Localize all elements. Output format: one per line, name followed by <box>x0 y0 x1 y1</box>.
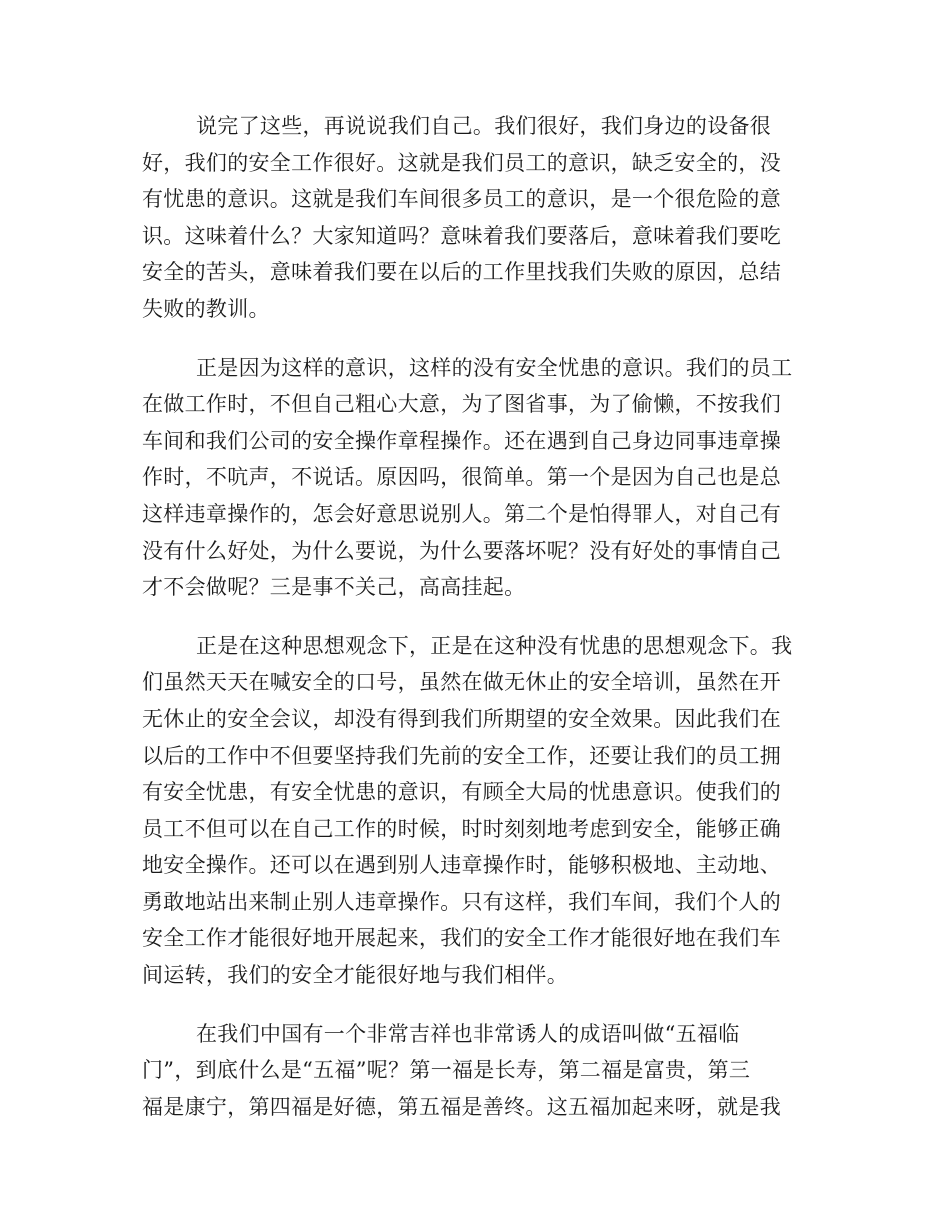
text-line: 识。这味着什么？大家知道吗？意味着我们要落后，意味着我们要吃 <box>142 223 781 248</box>
paragraph-2 <box>142 350 806 606</box>
text-line: 没有什么好处，为什么要说，为什么要落坏呢？没有好处的事情自己 <box>142 538 781 563</box>
paragraph-3 <box>142 628 806 994</box>
text-line: 无休止的安全会议，却没有得到我们所期望的安全效果。因此我们在 <box>142 706 781 731</box>
text-line: 说完了这些，再说说我们自己。我们很好，我们身边的设备很 <box>196 114 772 138</box>
text-line: 福是康宁，第四福是好德，第五福是善终。这五福加起来呀，就是我 <box>142 1094 781 1119</box>
paragraph-4 <box>142 1016 806 1126</box>
text-line: 作时，不吭声，不说话。原因吗，很简单。第一个是因为自己也是总 <box>142 465 781 490</box>
paragraph-1 <box>142 108 806 328</box>
text-line: 勇敢地站出来制止别人违章操作。只有这样，我们车间，我们个人的 <box>142 889 781 914</box>
text-line: 好，我们的安全工作很好。这就是我们员工的意识，缺乏安全的，没 <box>142 150 781 175</box>
text-line: 地安全操作。还可以在遇到别人违章操作时，能够积极地、主动地、 <box>142 853 781 878</box>
text-line: 车间和我们公司的安全操作章程操作。还在遇到自己身边同事违章操 <box>142 428 781 453</box>
text-line: 安全工作才能很好地开展起来，我们的安全工作才能很好地在我们车 <box>142 926 781 951</box>
text-line: 门”，到底什么是“五福”呢？第一福是长寿，第二福是富贵，第三 <box>142 1058 751 1083</box>
text-line: 在做工作时，不但自己粗心大意，为了图省事，为了偷懒，不按我们 <box>142 392 781 417</box>
text-line: 在我们中国有一个非常吉祥也非常诱人的成语叫做“五福临 <box>196 1021 740 1046</box>
text-line: 这样违章操作的，怎会好意思说别人。第二个是怕得罪人，对自己有 <box>142 501 781 526</box>
text-line: 有忧患的意识。这就是我们车间很多员工的意识，是一个很危险的意 <box>142 187 781 212</box>
text-line: 们虽然天天在喊安全的口号，虽然在做无休止的安全培训，虽然在开 <box>142 670 781 695</box>
text-line: 以后的工作中不但要坚持我们先前的安全工作，还要让我们的员工拥 <box>142 743 781 768</box>
text-line: 有安全忧患，有安全忧患的意识，有顾全大局的忧患意识。使我们的 <box>142 780 781 805</box>
text-line: 安全的苦头，意味着我们要在以后的工作里找我们失败的原因，总结 <box>142 260 781 285</box>
text-line: 失败的教训。 <box>142 296 270 321</box>
document-body <box>142 108 806 1147</box>
text-line: 员工不但可以在自己工作的时候，时时刻刻地考虑到安全，能够正确 <box>142 816 781 841</box>
text-line: 正是在这种思想观念下，正是在这种没有忧患的思想观念下。我 <box>196 633 793 658</box>
text-line: 间运转，我们的安全才能很好地与我们相伴。 <box>142 963 568 988</box>
text-line: 正是因为这样的意识，这样的没有安全忧患的意识。我们的员工 <box>196 355 793 380</box>
text-line: 才不会做呢？三是事不关己，高高挂起。 <box>142 575 526 600</box>
